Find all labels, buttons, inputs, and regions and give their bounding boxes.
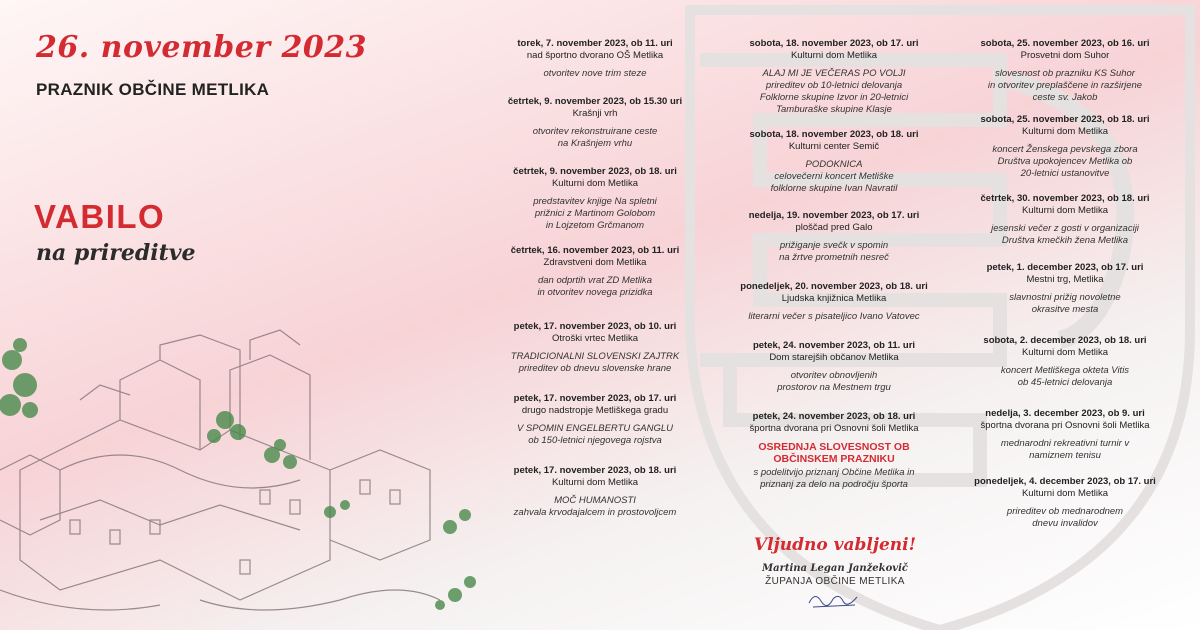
event-item — [475, 393, 715, 447]
event-when: sobota, 18. november 2023, ob 17. uri — [749, 38, 919, 49]
event-description: koncert Metliškega okteta Vitis ob 45-letnici delovanja — [1000, 365, 1130, 388]
event-item — [945, 114, 1185, 180]
event-where: Kulturni dom Metlika — [1021, 205, 1109, 216]
event-where: nad športno dvorano OŠ Metlika — [526, 50, 664, 61]
event-where: Kulturni dom Metlika — [790, 50, 878, 61]
event-item — [475, 166, 715, 232]
event-description: otvoritev rekonstruirane ceste na Krašnjem vrhu — [532, 126, 658, 149]
event-item — [945, 193, 1185, 247]
trees-decoration — [0, 338, 476, 610]
event-when: petek, 1. december 2023, ob 17. uri — [986, 262, 1144, 273]
event-description: MOČ HUMANOSTI zahvala krvodajalcem in prostovoljcem — [513, 495, 677, 518]
invitation-subheading: na prireditve — [36, 240, 196, 266]
event-when: sobota, 18. november 2023, ob 18. uri — [749, 129, 919, 140]
page-subtitle: PRAZNIK OBČINE METLIKA — [36, 80, 270, 99]
invitation-heading: VABILO — [34, 198, 166, 235]
event-item — [714, 411, 954, 491]
event-when: petek, 24. november 2023, ob 18. uri — [752, 411, 916, 422]
event-item — [475, 96, 715, 150]
event-when: sobota, 2. december 2023, ob 18. uri — [983, 335, 1147, 346]
event-item — [475, 465, 715, 519]
event-where: Kulturni dom Metlika — [551, 477, 639, 488]
castle-drawing — [0, 330, 440, 610]
event-item — [475, 321, 715, 375]
event-item — [945, 262, 1185, 316]
event-where: športna dvorana pri Osnovni šoli Metlika — [980, 420, 1150, 431]
event-when: petek, 24. november 2023, ob 11. uri — [752, 340, 916, 351]
event-date-title: 26. november 2023 — [36, 30, 368, 65]
event-when: petek, 17. november 2023, ob 18. uri — [513, 465, 677, 476]
event-item — [714, 38, 954, 116]
event-description: jesenski večer z gosti v organizaciji Društva kmečkih žena Metlika — [991, 223, 1139, 246]
event-item — [714, 340, 954, 394]
event-where: Zdravstveni dom Metlika — [543, 257, 647, 268]
event-where: ploščad pred Galo — [795, 222, 873, 233]
event-description: ALAJ MI JE VEČERAS PO VOLJI prireditev ob 10-letnici delovanja Folklorne skupine Izvor in 20-letnici Tamburaške skupine Klasje — [759, 68, 909, 115]
event-where: športna dvorana pri Osnovni šoli Metlika — [749, 423, 919, 434]
closing-greeting: Vljudno vabljeni! — [753, 535, 917, 555]
event-when: torek, 7. november 2023, ob 11. uri — [517, 38, 673, 49]
event-item — [945, 38, 1185, 104]
event-description: koncert Ženskega pevskega zbora Društva upokojencev Metlika ob 20-letnici ustanovitve — [992, 144, 1138, 179]
event-item — [945, 335, 1185, 389]
event-when: sobota, 25. november 2023, ob 16. uri — [980, 38, 1150, 49]
event-when: četrtek, 9. november 2023, ob 15.30 uri — [507, 96, 683, 107]
event-where: Mestni trg, Metlika — [1026, 274, 1104, 285]
event-where: Kulturni center Semič — [788, 141, 880, 152]
closing-block — [715, 535, 955, 616]
event-description: slavnostni prižig novoletne okrasitve mesta — [1009, 292, 1121, 315]
event-description: otvoritev nove trim steze — [543, 68, 647, 79]
event-description: PODOKNICA celovečerni koncert Metliške folklorne skupine Ivan Navratil — [770, 159, 898, 194]
event-item — [945, 408, 1185, 462]
event-when: ponedeljek, 20. november 2023, ob 18. uri — [740, 281, 928, 292]
event-item — [475, 38, 715, 80]
event-where: Dom starejših občanov Metlika — [769, 352, 899, 363]
event-where: Kulturni dom Metlika — [551, 178, 639, 189]
event-when: četrtek, 16. november 2023, ob 11. uri — [510, 245, 680, 256]
event-description: prižiganje svečk v spomin na žrtve prometnih nesreč — [779, 240, 889, 263]
event-where: Kulturni dom Metlika — [1021, 488, 1109, 499]
event-item — [945, 476, 1185, 530]
event-where: Prosvetni dom Suhor — [1020, 50, 1110, 61]
event-when: petek, 17. november 2023, ob 10. uri — [513, 321, 677, 332]
event-where: Kulturni dom Metlika — [1021, 126, 1109, 137]
event-where: Otroški vrtec Metlika — [551, 333, 639, 344]
event-where: Krašnji vrh — [572, 108, 618, 119]
event-description: literarni večer s pisateljico Ivano Vatovec — [748, 311, 920, 322]
event-description: otvoritev obnovljenih prostorov na Mestnem trgu — [777, 370, 891, 393]
event-description: dan odprtih vrat ZD Metlika in otvoritev novega prizidka — [537, 275, 653, 298]
event-when: četrtek, 30. november 2023, ob 18. uri — [980, 193, 1150, 204]
event-where: Kulturni dom Metlika — [1021, 347, 1109, 358]
event-description: V SPOMIN ENGELBERTU GANGLU ob 150-letnici njegovega rojstva — [516, 423, 674, 446]
signatory-name: Martina Legan Janžekovič — [762, 563, 908, 574]
event-when: nedelja, 3. december 2023, ob 9. uri — [985, 408, 1145, 419]
event-when: četrtek, 9. november 2023, ob 18. uri — [513, 166, 677, 177]
event-item — [714, 281, 954, 323]
event-where: Ljudska knjižnica Metlika — [781, 293, 887, 304]
signatory-role: ŽUPANJA OBČINE METLIKA — [765, 576, 905, 587]
event-description: prireditev ob mednarodnem dnevu invalidov — [1006, 506, 1124, 529]
event-description: mednarodni rekreativni turnir v namiznem tenisu — [1000, 438, 1130, 461]
event-when: sobota, 25. november 2023, ob 18. uri — [980, 114, 1150, 125]
event-item — [475, 245, 715, 299]
signature-image — [805, 587, 865, 611]
main-event-highlight: OSREDNJA SLOVESNOST OB OBČINSKEM PRAZNIKU — [758, 441, 910, 465]
event-description: slovesnost ob prazniku KS Suhor in otvoritev preplaščene in razširjene ceste sv. Jakob — [987, 68, 1143, 103]
event-when: ponedeljek, 4. december 2023, ob 17. uri — [974, 476, 1156, 487]
event-item — [714, 210, 954, 264]
event-description: s podelitvijo priznanj Občine Metlika in priznanj za delo na področju športa — [753, 467, 915, 490]
event-when: nedelja, 19. november 2023, ob 17. uri — [748, 210, 920, 221]
event-item — [714, 129, 954, 195]
event-description: TRADICIONALNI SLOVENSKI ZAJTRK prireditev ob dnevu slovenske hrane — [510, 351, 680, 374]
event-description: predstavitev knjige Na spletni prižnici z Martinom Golobom in Lojzetom Grčmanom — [533, 196, 657, 231]
event-where: drugo nadstropje Metliškega gradu — [521, 405, 669, 416]
event-when: petek, 17. november 2023, ob 17. uri — [513, 393, 677, 404]
